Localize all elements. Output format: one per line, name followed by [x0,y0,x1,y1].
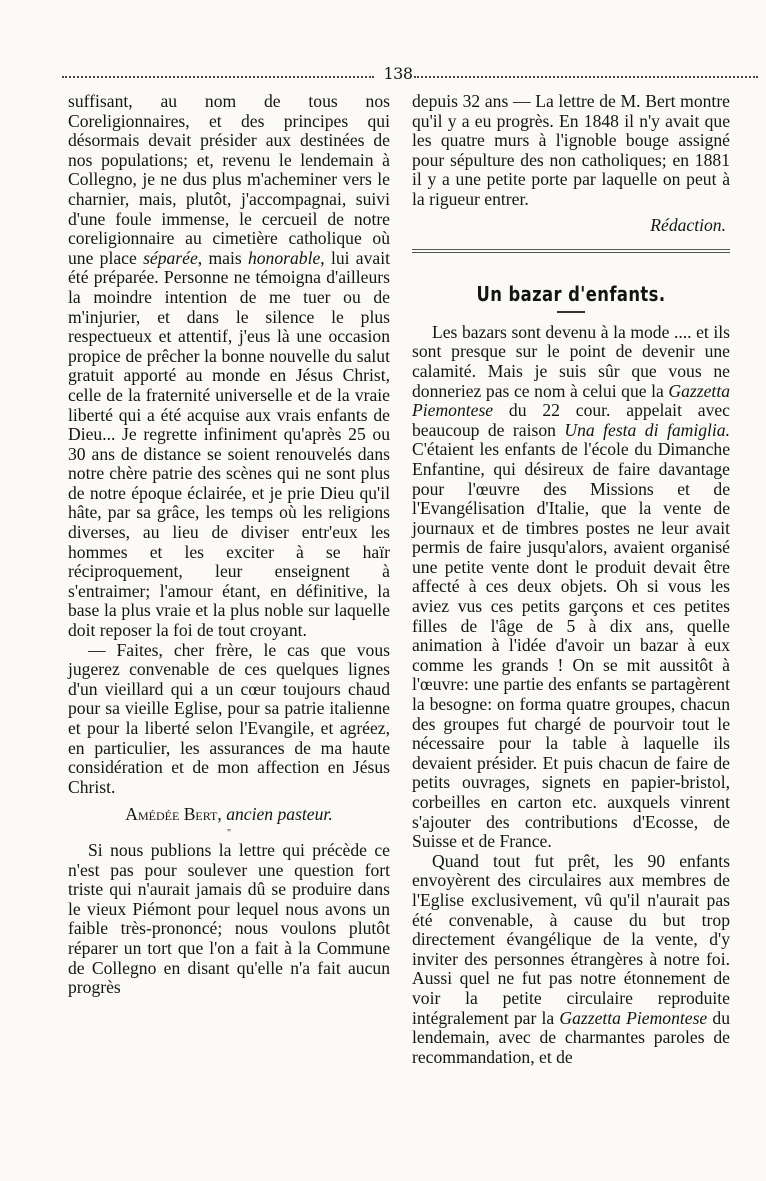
letter-paragraph-2: — Faites, cher frère, le cas que vous jugerez convenable de ces quelques lignes d'un vieillard qui a un cœur toujours chaud pour sa vieille Eglise, pour sa patrie italienne et pour la liberté selon l'Evangile, et agréez, en particulier, les assurances de ma haute considération et de mon affection en Jésus Christ. [68,639,390,797]
editorial-continuation: depuis 32 ans — La lettre de M. Bert montre qu'il y a eu progrès. En 1848 il n'y avait que les quatre murs à l'ignoble bouge assigné pour sépulture des non catholiques; en 1881 il y a une petite porte par laquelle on peut à la rigueur entrer. [412,91,730,209]
emphasis-gazzetta-1: Gazzetta Piemontese [412,380,730,421]
left-column [68,92,390,998]
section-title: Un bazar d'enfants. [476,282,666,307]
header-rule-right [414,76,758,78]
signature-name: Amédée Bert, [125,804,222,825]
title-underline [557,311,585,313]
signature [68,805,390,825]
letter-paragraph-1 [68,92,390,641]
redaction-signature: Rédaction. [650,214,726,235]
letter-text-b: , mais [197,247,248,268]
letter-text-c: , lui avait été préparée. Personne ne témoigna d'ailleurs la moindre intention de me tuer ou de m'injurier, et dans le silence le plus respectueux et attentif, j'eus là une occasion propice de prêcher la bonne nouvelle du salut gratuit apporté au monde en Jésus Christ, celle de la fraternité universelle et de la vraie liberté qui a été acquise aux vrais enfants de Dieu... Je regrette infiniment qu'après 25 ou 30 ans de distance se soient renouvelés dans notre chère patrie des scènes qui ne sont plus de notre époque éclairée, et je prie Dieu qu'il hâte, par sa grâce, les temps où les religions diverses, au lieu de diviser entr'eux les hommes et les exciter à se haïr réciproquement, leur enseignent à s'entraimer; l'amour étant, en définitive, la base la plus vraie et la plus noble sur laquelle doit reposer la foi de tout croyant. [68,247,390,641]
bazar-paragraph-1 [412,323,730,852]
right-column [412,92,730,1067]
bazar-text-c: C'étaient les enfants de l'école du Dimanche Enfantine, qui désireux de faire davantage pour l'œuvre des Missions et de l'Evangélisation d'Italie, que la vente de journaux et de timbres postes ne leur avait permis de faire jusqu'alors, avaient organisé une petite vente dont le produit devait être affecté à ces deux objets. Oh si vous les aviez vus ces petits garçons et ces petites filles de l'âge de 5 à dix ans, quelle animation à l'idée d'avoir un bazar à eux comme les grands ! On se mit aussitôt à l'œuvre: une partie des enfants se partagèrent la besogne: on forma quatre groupes, chacun des groupes fut chargé de pourvoir tout le nécessaire pour la table à laquelle ils devaient présider. Et puis chacun de faire de petits ouvrages, signets en papier-bristol, corbeilles en carton etc. auxquels vinrent s'ajouter des contributions d'Ecosse, de Suisse et de France. [412,439,730,852]
emphasis-festa: Una festa di famiglia. [564,419,730,440]
bazar-text-b: du 22 cour. appelait avec beaucoup de raison [412,400,730,440]
bazar-text-d: Quand tout fut prêt, les 90 enfants envoyèrent des circulaires aux membres de l'Eglise exclusivement, vû qu'il n'aurait pas été convenable, à cause du but trop directement évangélique de la vente, d'y inviter des personnes étrangères à notre foi. Aussi quel ne fut pas notre étonnement de voir la petite circulaire reproduite intégralement par la [412,850,730,1028]
bazar-text-a: Les bazars sont devenu à la mode .... et ils sont presque sur le point de devenir une calamité. Mais je suis sûr que vous ne donneriez pas ce nom à celui que la [412,321,730,401]
letter-text-a: suffisant, au nom de tous nos Coreligionnaires, et des principes qui désormais devait présider aux destinées de nos populations; et, revenu le lendemain à Collegno, je ne dus plus m'acheminer vers le charnier, mais, plutôt, j'accompagnai, suivi d'une foule immense, le cercueil de notre coreligionnaire au cimetière catholique où une place [68,91,390,268]
emphasis-gazzetta-2: Gazzetta Piemontese [559,1007,708,1028]
page-header [62,64,758,86]
section-divider [412,249,730,253]
emphasis-honorable: honorable [247,247,321,268]
bazar-paragraph-2 [412,852,730,1068]
header-rule-left [62,76,374,78]
page-number: 138 [383,64,413,83]
editorial-paragraph: Si nous publions la lettre qui précède ce n'est pas pour soulever une question fort triste qui n'aurait jamais dû se produire dans le vieux Piémont pour lequel nous avons un faible très-prononcé; nous voulons plutôt réparer un tort que l'on a fait à la Commune de Collegno en disant qu'elle n'a fait aucun progrès [68,839,390,998]
signature-title: ancien pasteur. [226,804,333,825]
bazar-text-e: du lendemain, avec de charmantes paroles de recommandation, et de [412,1007,730,1067]
separator-mark: " [226,827,232,839]
emphasis-separee: séparée [143,247,198,268]
